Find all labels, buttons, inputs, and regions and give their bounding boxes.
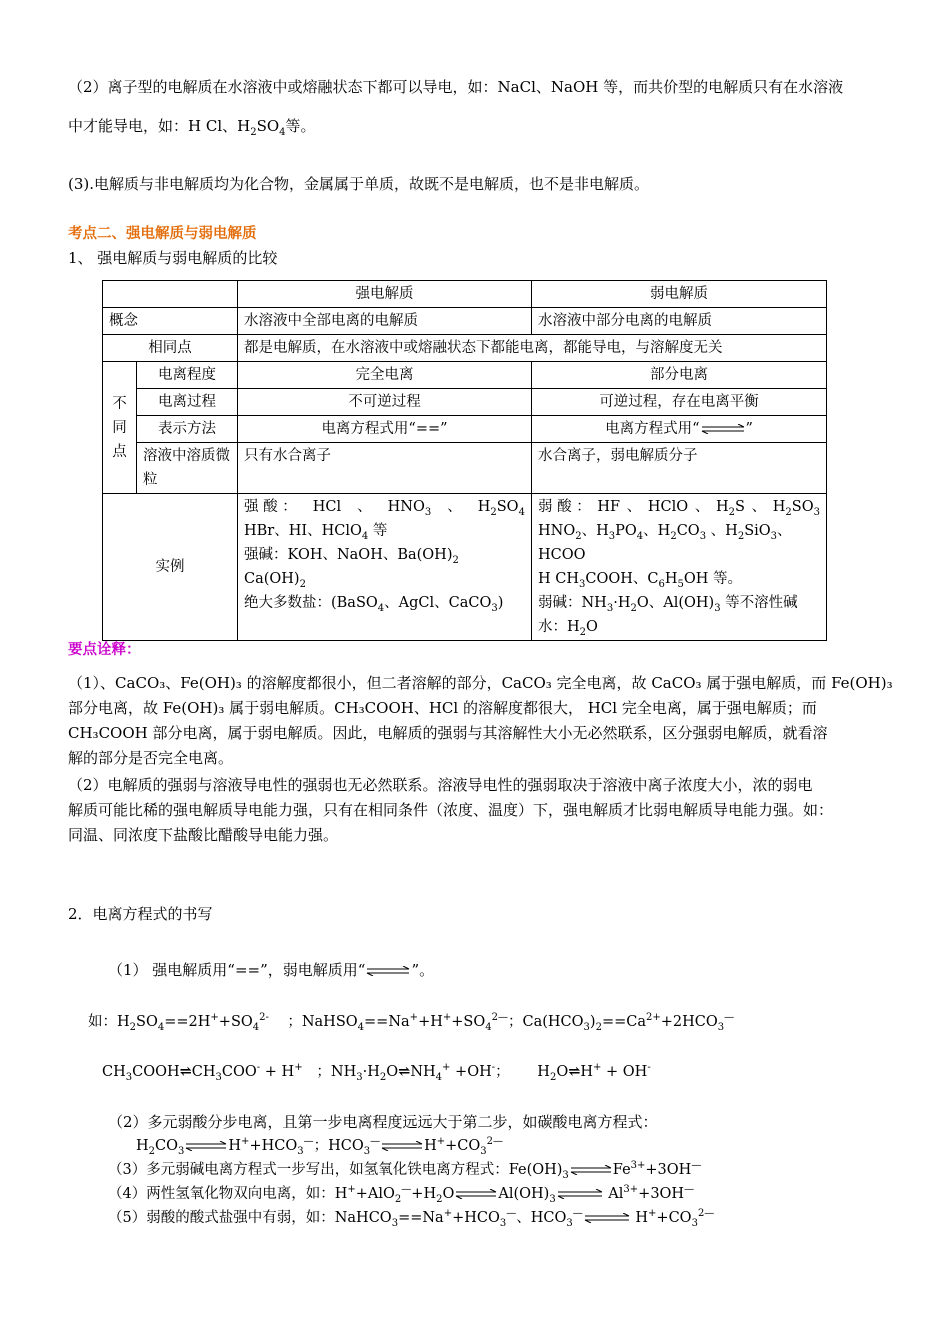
cell-expression-strong: 电离方程式用“==”	[238, 416, 532, 443]
section-title-ionization-equation: 2．电离方程式的书写	[68, 905, 213, 923]
paragraph-compound-note: (3).电解质与非电解质均为化合物，金属属于单质，故既不是电解质，也不是非电解质。	[68, 175, 650, 193]
table-row	[103, 389, 827, 416]
equilibrium-arrow-icon	[380, 1141, 424, 1151]
label-same: 相同点	[103, 335, 238, 362]
label-expression: 表示方法	[137, 416, 238, 443]
table-row	[103, 494, 827, 641]
note-1-line-4: 解的部分是否完全电离。	[68, 749, 234, 767]
table-row	[103, 308, 827, 335]
example-weak-equations: $CH_3COOH\rightleftharpoons CH_3COO^- + H^+$ ；$NH_3\cdot H_2O\rightleftharpoons NH_4^+ +OH^-$； $H_2O\rightleftharpoons H^+ + OH^-$	[102, 1062, 651, 1083]
table-row	[103, 281, 827, 308]
equilibrium-arrow-icon	[556, 1189, 604, 1199]
cell-particles-weak: 水合离子，弱电解质分子	[532, 443, 827, 494]
label-different: 不同点	[103, 362, 137, 494]
label-process: 电离过程	[137, 389, 238, 416]
notes-title: 要点诠释：	[68, 642, 141, 658]
cell-process-strong: 不可逆过程	[238, 389, 532, 416]
equilibrium-arrow-icon	[184, 1141, 228, 1151]
cell-example-weak: 弱 酸 ： HF 、 HClO 、 $H_2S$ 、 $H_2SO_3$ $HNO_2$、$H_3PO_4$、$H_2CO_3$ 、$H_2SiO_3$、HCOO H $CH_3COOH$、$C_6H_5OH$ 等。 弱碱：$NH_3\cdot H_2O$、$Al(OH)_3$ 等不溶性碱 水：$H_2O$	[532, 494, 827, 641]
example-strong-equations: 如：$H_2SO_4==2H^++SO_4^{2-}$ ；$NaHSO_4==Na^++H^++SO_4^{2—}$；$Ca(HCO_3)_2==Ca^{2+}+2HCO_3^—$	[88, 1012, 735, 1033]
cell-degree-weak: 部分电离	[532, 362, 827, 389]
rule-3: （3）多元弱碱电离方程式一步写出，如氢氧化铁电离方程式：$Fe(OH)_3$ $Fe^{3+}+3OH^—$	[108, 1160, 702, 1181]
header-strong: 强电解质	[238, 281, 532, 308]
table-row	[103, 416, 827, 443]
cell-same: 都是电解质，在水溶液中或熔融状态下都能电离，都能导电，与溶解度无关	[238, 335, 827, 362]
rule-4: （4）两性氢氧化物双向电离，如：$H^++AlO_2^—+H_2O$ $Al(OH)_3$ $Al^{3+}+3OH^—$	[108, 1184, 695, 1205]
rule-1: （1） 强电解质用“==”，弱电解质用“ ”。	[108, 961, 435, 979]
note-1-line-3: CH₃COOH 部分电离，属于弱电解质。因此，电解质的强弱与其溶解性大小无必然联系，区分强弱电解质，就看溶	[68, 724, 828, 742]
cell-process-weak: 可逆过程，存在电离平衡	[532, 389, 827, 416]
equilibrium-arrow-icon	[365, 966, 411, 976]
table-row	[103, 443, 827, 494]
equilibrium-arrow-icon	[700, 424, 746, 434]
equilibrium-arrow-icon	[454, 1189, 498, 1199]
note-2-line-3: 同温、同浓度下盐酸比醋酸导电能力强。	[68, 826, 339, 844]
cell-expression-weak: 电离方程式用“ ”	[532, 416, 827, 443]
cell-particles-strong: 只有水合离子	[238, 443, 532, 494]
subsection-comparison: 1、 强电解质与弱电解质的比较	[68, 249, 278, 267]
cell-degree-strong: 完全电离	[238, 362, 532, 389]
equilibrium-arrow-icon	[583, 1213, 631, 1223]
label-degree: 电离程度	[137, 362, 238, 389]
table-row	[103, 362, 827, 389]
paragraph-ionic-conduction: （2）离子型的电解质在水溶液中或熔融状态下都可以导电，如：NaCl、NaOH 等，而共价型的电解质只有在水溶液	[68, 78, 844, 96]
rule-5: （5）弱酸的酸式盐强中有弱，如：$NaHCO_3==Na^++HCO_3^—$、$HCO_3^—$ $H^++CO_3^{2—}$	[108, 1208, 715, 1229]
cell-example-strong: 强 酸 ： HCl 、 $HNO_3$ 、 $H_2SO_4$ HBr、HI、HClO$_4$ 等 强碱：KOH、NaOH、$Ba(OH)_2$ $Ca(OH)_2$ 绝大多数盐：(BaSO$_4$、AgCl、CaCO$_3$)	[238, 494, 532, 641]
header-weak: 弱电解质	[532, 281, 827, 308]
comparison-table	[102, 280, 827, 641]
note-2-line-1: （2）电解质的强弱与溶液导电性的强弱也无必然联系。溶液导电性的强弱取决于溶液中离子浓度大小，浓的弱电	[68, 776, 813, 794]
label-example: 实例	[103, 494, 238, 641]
section-title-strong-weak: 考点二、强电解质与弱电解质	[68, 226, 257, 242]
table-row	[103, 335, 827, 362]
note-1-line-2: 部分电离，故 Fe(OH)₃ 属于弱电解质。CH₃COOH、HCl 的溶解度都很大， HCl 完全电离，属于强电解质；而	[68, 699, 817, 717]
cell-concept-strong: 水溶液中全部电离的电解质	[238, 308, 532, 335]
paragraph-ionic-conduction-cont: 中才能导电，如：H Cl、$H_2SO_4$等。	[68, 117, 316, 138]
note-1-line-1: （1）、CaCO₃、Fe(OH)₃ 的溶解度都很小，但二者溶解的部分，CaCO₃ 完全电离，故 CaCO₃ 属于强电解质，而 Fe(OH)₃	[68, 674, 893, 692]
rule-2: （2）多元弱酸分步电离，且第一步电离程度远远大于第二步，如碳酸电离方程式：	[108, 1113, 658, 1131]
label-particles: 溶液中溶质微粒	[137, 443, 238, 494]
note-2-line-2: 解质可能比稀的强电解质导电能力强，只有在相同条件（浓度、温度）下，强电解质才比弱电解质导电能力强。如：	[68, 801, 834, 819]
carbonic-acid-equation: $H_2CO_3$ $H^++HCO_3^—$；$HCO_3^—$ $H^++CO_3^{2—}$	[136, 1136, 504, 1157]
cell-concept-weak: 水溶液中部分电离的电解质	[532, 308, 827, 335]
label-concept: 概念	[103, 308, 238, 335]
equilibrium-arrow-icon	[569, 1165, 613, 1175]
